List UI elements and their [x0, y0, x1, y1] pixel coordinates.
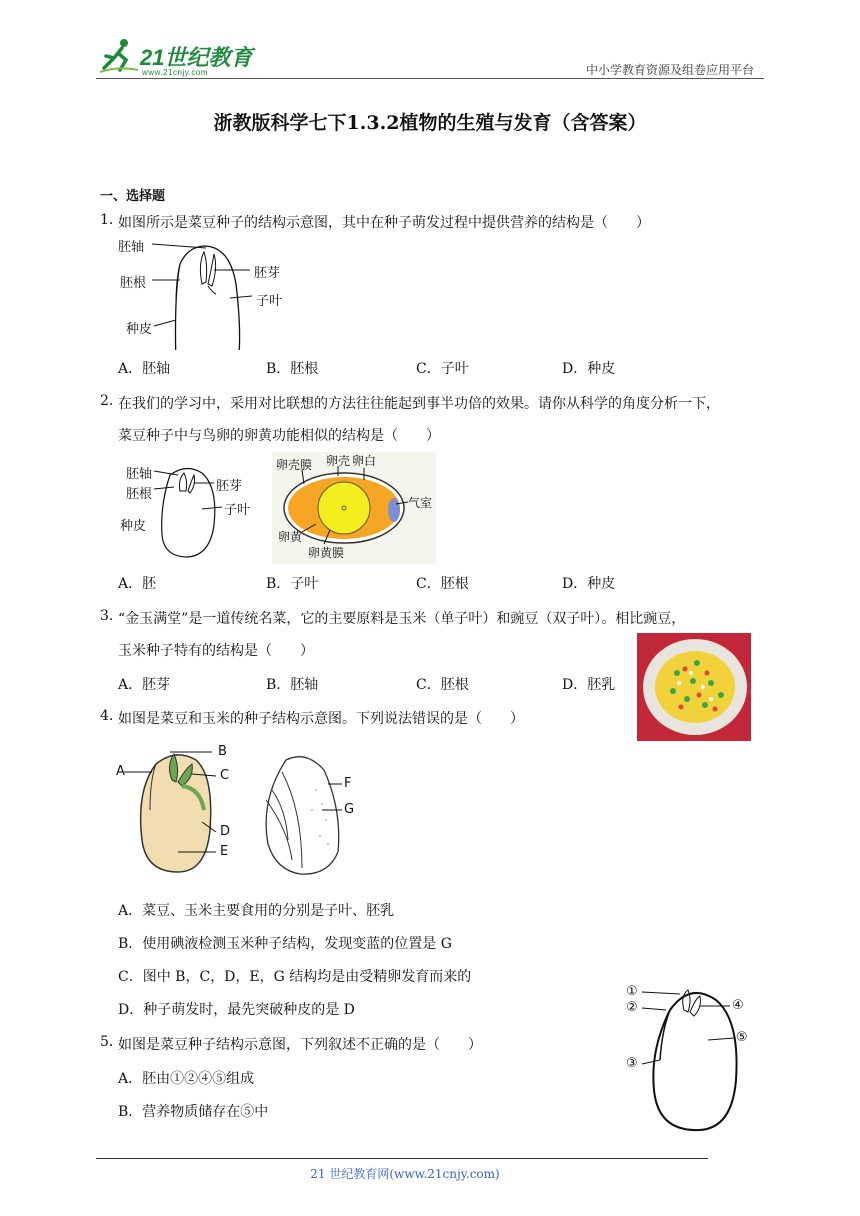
label-egg-white: 卵白 — [352, 454, 377, 468]
question-3-text-line2: 玉米种子特有的结构是（ ） — [118, 643, 314, 659]
q2-option-a[interactable]: A．胚 — [118, 576, 157, 592]
label-radicle: 胚根 — [120, 276, 147, 291]
label-yolk: 卵黄 — [278, 530, 303, 544]
q2-option-d[interactable]: D．种皮 — [562, 576, 616, 592]
q1-option-b[interactable]: B．胚根 — [266, 361, 319, 377]
label-3: ③ — [626, 1056, 638, 1071]
label-eggshell: 卵壳 — [326, 454, 351, 468]
question-2-text-line1: 在我们的学习中，采用对比联想的方法往往能起到事半功倍的效果。请你从科学的角度分析一下， — [118, 396, 720, 412]
question-3-text-line1: “金玉满堂”是一道传统名菜，它的主要原料是玉米（单子叶）和豌豆（双子叶）。相比豌豆， — [118, 611, 686, 627]
label-plumule: 胚芽 — [216, 479, 243, 494]
q5-option-b[interactable]: B．营养物质储存在⑤中 — [118, 1104, 269, 1120]
question-2-text-line2: 菜豆种子中与鸟卵的卵黄功能相似的结构是（ ） — [118, 428, 440, 444]
label-cotyledon: 子叶 — [256, 294, 283, 309]
label-D: D — [220, 824, 231, 839]
label-air-cell: 气室 — [408, 496, 433, 510]
question-3-number: 3. — [100, 608, 114, 624]
label-yolk-membrane: 卵黄膜 — [308, 546, 345, 560]
label-shell-membrane: 卵壳膜 — [276, 458, 313, 472]
q1-option-a[interactable]: A．胚轴 — [118, 361, 171, 377]
label-4: ④ — [732, 998, 744, 1013]
question-1-text: 如图所示是菜豆种子的结构示意图，其中在种子萌发过程中提供营养的结构是（ ） — [118, 215, 650, 231]
label-cotyledon: 子叶 — [224, 503, 251, 518]
question-4-seeds-diagram — [116, 740, 376, 880]
q3-option-c[interactable]: C．胚根 — [416, 677, 469, 693]
question-1-number: 1. — [100, 212, 114, 228]
question-5-text: 如图是菜豆种子结构示意图，下列叙述不正确的是（ ） — [118, 1037, 482, 1053]
q1-option-c[interactable]: C．子叶 — [416, 361, 469, 377]
logo-text: 21世纪教育 — [140, 44, 253, 70]
q4-option-b[interactable]: B．使用碘液检测玉米种子结构，发现变蓝的位置是 G — [118, 936, 452, 952]
label-seed-coat: 种皮 — [120, 519, 147, 534]
label-F: F — [344, 776, 352, 791]
page-title: 浙教版科学七下1.3.2植物的生殖与发育（含答案） — [213, 112, 647, 134]
question-1-bean-diagram — [118, 234, 288, 350]
label-A: A — [116, 764, 125, 779]
site-logo — [98, 34, 252, 78]
label-embryo-axis: 胚轴 — [126, 467, 153, 482]
q4-option-d[interactable]: D．种子萌发时，最先突破种皮的是 D — [118, 1002, 355, 1018]
logo-url: www.21cnjy.com — [142, 68, 208, 77]
q4-option-a[interactable]: A．菜豆、玉米主要食用的分别是子叶、胚乳 — [118, 903, 395, 919]
footer-divider — [96, 1158, 708, 1159]
label-5: ⑤ — [736, 1030, 748, 1045]
platform-name: 中小学教育资源及组卷应用平台 — [585, 63, 754, 77]
label-B: B — [218, 744, 227, 759]
footer-text[interactable]: 21 世纪教育网(www.21cnjy.com) — [310, 1167, 500, 1181]
q4-option-c[interactable]: C．图中 B，C，D，E，G 结构均是由受精卵发育而来的 — [118, 969, 472, 985]
question-4-text: 如图是菜豆和玉米的种子结构示意图。下列说法错误的是（ ） — [118, 711, 524, 727]
q2-option-b[interactable]: B．子叶 — [266, 576, 319, 592]
q1-option-d[interactable]: D．种皮 — [562, 361, 616, 377]
q5-option-a[interactable]: A．胚由①②④⑤组成 — [118, 1071, 255, 1087]
label-E: E — [220, 844, 229, 859]
label-2: ② — [626, 1000, 638, 1015]
question-2-egg-diagram — [272, 452, 436, 564]
q3-option-d[interactable]: D．胚乳 — [562, 677, 616, 693]
dish-photo — [637, 633, 751, 741]
label-embryo-axis: 胚轴 — [118, 240, 145, 255]
question-4-number: 4. — [100, 708, 114, 724]
q3-option-a[interactable]: A．胚芽 — [118, 677, 171, 693]
label-1: ① — [626, 984, 638, 999]
q3-option-b[interactable]: B．胚轴 — [266, 677, 319, 693]
question-5-number: 5. — [100, 1034, 114, 1050]
q2-option-c[interactable]: C．胚根 — [416, 576, 469, 592]
question-5-bean-diagram — [624, 980, 754, 1140]
label-radicle: 胚根 — [126, 487, 153, 502]
runner-logo-icon — [98, 36, 140, 76]
label-G: G — [344, 802, 355, 817]
question-2-number: 2. — [100, 393, 114, 409]
question-2-bean-diagram — [118, 455, 268, 565]
label-plumule: 胚芽 — [254, 266, 281, 281]
section-heading: 一、选择题 — [100, 189, 166, 204]
header-divider — [96, 78, 764, 79]
label-C: C — [220, 768, 230, 783]
label-seed-coat: 种皮 — [126, 322, 153, 337]
